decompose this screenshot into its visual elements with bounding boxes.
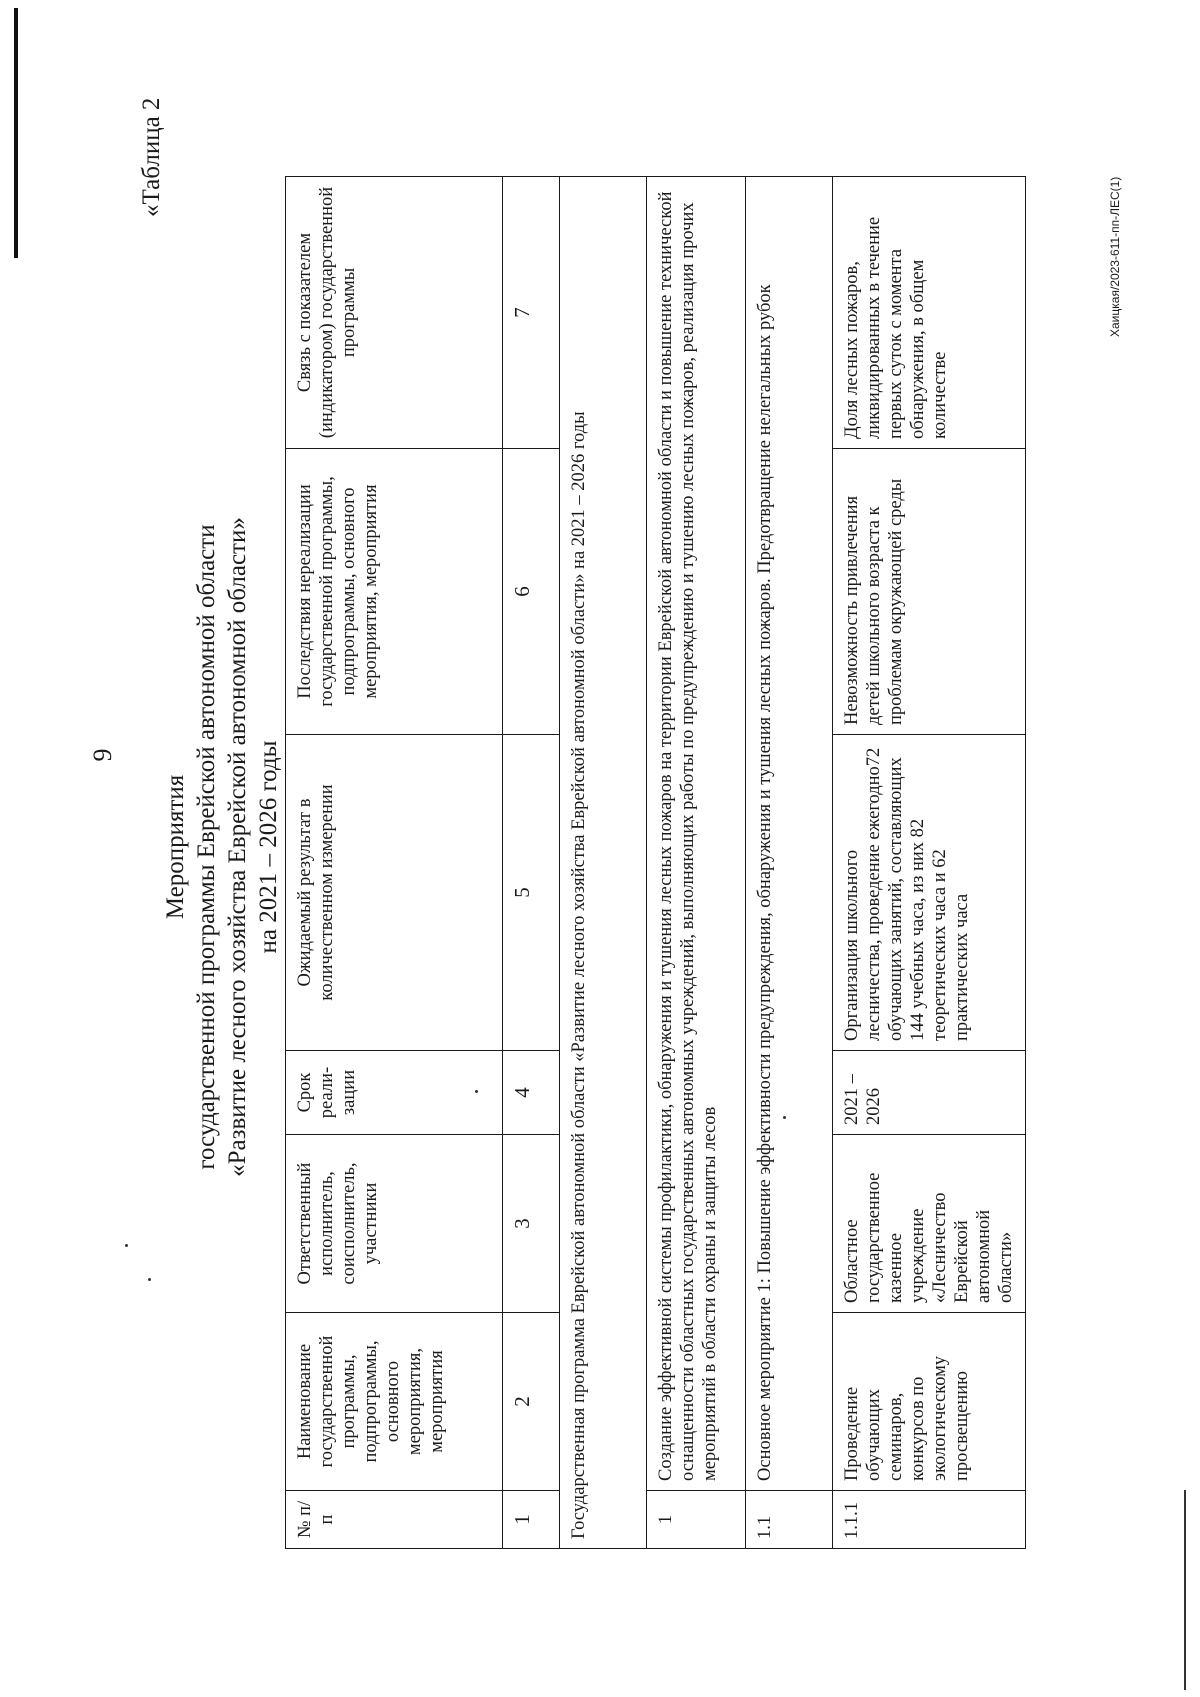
program-row bbox=[560, 177, 647, 1549]
goal-row bbox=[647, 177, 746, 1549]
column-number-cell: 4 bbox=[503, 1051, 560, 1135]
table-label: «Таблица 2 bbox=[138, 97, 165, 217]
event-result-cell: Организация школьного лесничества, проведение ежегодно72 обучающих занятий, составляющих 144 учебных часа, из них 82 теоретических часа и 62 практических часа bbox=[833, 735, 1026, 1051]
header-cell: Ожидаемый результат в количественном измерении bbox=[286, 735, 503, 1051]
document-title bbox=[160, 347, 284, 1347]
header-cell: Срок реали-зации bbox=[286, 1051, 503, 1135]
events-table bbox=[285, 176, 1026, 1549]
event-consequence-cell: Невозможность привлечения детей школьного возраста к проблемам окружающей среды bbox=[833, 449, 1026, 735]
column-number-cell: 5 bbox=[503, 735, 560, 1051]
column-number-cell: 2 bbox=[503, 1313, 560, 1491]
header-cell: № п/п bbox=[286, 1491, 503, 1549]
column-number-row bbox=[503, 177, 560, 1549]
column-number-cell: 6 bbox=[503, 449, 560, 735]
header-cell: Последствия нереализации государственной программы, подпрограммы, основного мероприятия, мероприятия bbox=[286, 449, 503, 735]
table-header-row bbox=[286, 177, 503, 1549]
event-row bbox=[833, 177, 1026, 1549]
main-event-row bbox=[746, 177, 833, 1549]
document-code: Хаицкая/2023-611-пп-ЛЕС(1) bbox=[1108, 176, 1122, 337]
column-number-cell: 1 bbox=[503, 1491, 560, 1549]
row-number-cell: 1.1 bbox=[746, 1491, 833, 1549]
program-cell: Государственная программа Еврейской автономной области «Развитие лесного хозяйства Еврейской автономной области» на 2021 – 2026 годы bbox=[560, 177, 647, 1549]
title-line: «Развитие лесного хозяйства Еврейской автономной области» bbox=[224, 517, 251, 1177]
header-cell: Наименование государственной программы, подпрограммы, основного мероприятия, мероприятия bbox=[286, 1313, 503, 1491]
event-name-cell: Проведение обучающих семинаров, конкурсов по экологическому просвещению bbox=[833, 1313, 1026, 1491]
column-number-cell: 3 bbox=[503, 1135, 560, 1313]
column-number-cell: 7 bbox=[503, 177, 560, 449]
title-line: на 2021 – 2026 годы bbox=[255, 740, 282, 954]
main-event-cell: Основное мероприятие 1: Повышение эффективности предупреждения, обнаружения и тушения лесных пожаров. Предотвращение нелегальных рубок bbox=[746, 177, 833, 1491]
event-term-cell: 2021 – 2026 bbox=[833, 1051, 1026, 1135]
header-cell: Ответственный исполнитель, соисполнитель, участники bbox=[286, 1135, 503, 1313]
row-number-cell: 1.1.1 bbox=[833, 1491, 1026, 1549]
event-indicator-cell: Доля лесных пожаров, ликвидированных в течение первых суток с момента обнаружения, в общем количестве bbox=[833, 177, 1026, 449]
goal-cell: Создание эффективной системы профилактики, обнаружения и тушения лесных пожаров на территории Еврейской автономной области и повышение технической оснащенности областных государственных автономных учреждений, выполняющих работы по предупреждению и тушению лесных пожаров, реализация прочих мероприятий в области охраны и защиты лесов bbox=[647, 177, 746, 1491]
header-cell: Связь с показателем (индикатором) государственной программы bbox=[286, 177, 503, 449]
title-line: государственной программы Еврейской автономной области bbox=[193, 524, 220, 1170]
row-number-cell: 1 bbox=[647, 1491, 746, 1549]
title-line: Мероприятия bbox=[162, 774, 189, 920]
event-executor-cell: Областное государственное казенное учреждение «Лесничество Еврейской автономной области» bbox=[833, 1135, 1026, 1313]
page-number: 9 bbox=[88, 748, 117, 762]
